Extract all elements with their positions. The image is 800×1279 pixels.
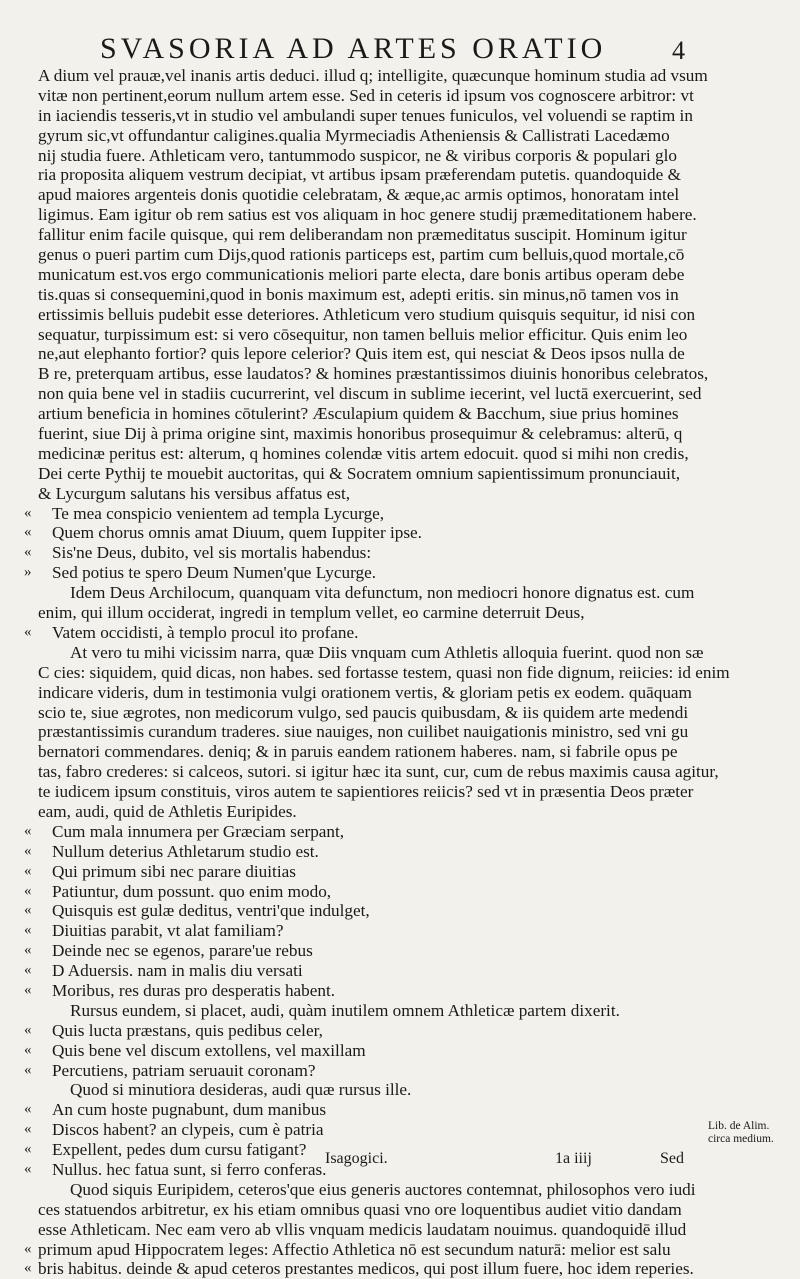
quotation-mark: « bbox=[24, 1021, 32, 1038]
text-line bbox=[38, 802, 706, 822]
text-line bbox=[38, 106, 706, 126]
line-text: fallitur enim facile quisque, qui rem deliberandam non præmeditatus suscipit. Hominum igitur bbox=[38, 225, 687, 245]
text-line bbox=[38, 364, 709, 384]
verse-line bbox=[24, 1120, 706, 1140]
quotation-mark: « bbox=[24, 842, 32, 859]
verse-line bbox=[24, 881, 706, 902]
quire-mark: 1a iiij bbox=[555, 1150, 592, 1167]
quotation-mark: « bbox=[24, 942, 32, 959]
line-text: scio te, siue ægrotes, non medicorum vulgo, sed paucis quibusdam, & iis quidem arte medendi bbox=[38, 702, 689, 722]
text-line bbox=[38, 285, 706, 305]
quotation-mark: « bbox=[24, 524, 32, 541]
quotation-mark: « bbox=[24, 1240, 32, 1257]
text-line bbox=[38, 344, 706, 364]
text-line bbox=[38, 583, 706, 603]
line-text: Quis lucta præstans, quis pedibus celer, bbox=[52, 1020, 323, 1040]
text-line bbox=[24, 1239, 706, 1260]
marginal-note-line: circa medium. bbox=[708, 1133, 774, 1145]
verse-line bbox=[24, 821, 706, 842]
text-line bbox=[38, 1001, 706, 1021]
text-line bbox=[38, 742, 706, 762]
verse-line bbox=[24, 841, 706, 862]
line-text: Expellent, pedes dum cursu fatigant? bbox=[52, 1140, 307, 1160]
line-text: Deinde nec se egenos, parare'ue rebus bbox=[52, 941, 313, 961]
quotation-mark: « bbox=[24, 962, 32, 979]
line-text: Quisquis est gulæ deditus, ventri'que indulget, bbox=[52, 901, 370, 921]
marginal-note bbox=[708, 1120, 796, 1146]
line-text: tas, fabro crederes: si calceos, sutori. si igitur hæc ita sunt, cur, cum de rebus maximis causa agitur, bbox=[38, 762, 719, 782]
line-text: An cum hoste pugnabunt, dum manibus bbox=[52, 1100, 327, 1120]
line-text: ertissimis belluis pudebit esse deteriores. Athleticum vero studium quisquis sequitur, id nisi con bbox=[38, 304, 696, 324]
text-line bbox=[38, 245, 706, 265]
quotation-mark: « bbox=[24, 623, 32, 640]
verse-line bbox=[24, 921, 706, 941]
line-text: enim, qui illum occiderat, ingredi in templum vellet, eo carmine deterruit Deus, bbox=[38, 603, 585, 623]
line-text: Te mea conspicio venientem ad templa Lycurge, bbox=[52, 503, 385, 523]
text-line bbox=[38, 762, 719, 782]
text-line bbox=[38, 603, 706, 623]
text-line bbox=[38, 384, 706, 404]
line-text: Discos habent? an clypeis, cum è patria bbox=[52, 1120, 324, 1140]
quotation-mark: « bbox=[24, 1041, 32, 1058]
quotation-mark: « bbox=[24, 922, 32, 939]
line-text: Sis'ne Deus, dubito, vel sis mortalis habendus: bbox=[52, 543, 372, 563]
verse-line bbox=[24, 961, 706, 981]
line-text: præstantissimis curandum traderes. siue nauiges, non cuilibet nauigationis ministro, sed vni gu bbox=[38, 722, 689, 742]
text-line bbox=[38, 1180, 706, 1200]
catchword: Sed bbox=[660, 1150, 684, 1167]
text-line bbox=[38, 1200, 706, 1220]
verse-line bbox=[24, 563, 706, 583]
line-text: non quia bene vel in stadiis cucurrerint, vel discum in sublime iecerint, vel luctā exercuerint, sed bbox=[38, 384, 702, 404]
line-text: Nullum deterius Athletarum studio est. bbox=[52, 841, 319, 861]
line-text: eam, audi, quid de Athletis Euripides. bbox=[38, 801, 297, 821]
verse-line bbox=[24, 543, 706, 563]
line-text: indicare videris, dum in testimonia vulgi orationem vertis, & gloriam petis ex eodem. quāquam bbox=[38, 682, 692, 702]
quotation-mark: « bbox=[24, 902, 32, 919]
text-line bbox=[38, 424, 706, 444]
text-line bbox=[24, 1259, 706, 1279]
line-text: Moribus, res duras pro desperatis habent. bbox=[52, 980, 336, 1000]
text-line bbox=[38, 464, 706, 484]
text-line bbox=[38, 165, 706, 185]
verse-line bbox=[24, 503, 706, 524]
verse-line bbox=[24, 1060, 706, 1081]
quotation-mark: « bbox=[24, 1101, 32, 1118]
line-text: Nullus. hec fatua sunt, si ferro conferas. bbox=[52, 1159, 327, 1179]
line-text: apud maiores argenteis donis quotidie celebratam, & æque,ac armis optimos, honoratam intel bbox=[38, 185, 680, 205]
verse-line bbox=[24, 1040, 706, 1061]
line-text: ces statuendos arbitretur, ex his etiam omnibus quasi vno ore loquentibus audiet vitio dandam bbox=[38, 1199, 682, 1219]
line-text: bernatori commendares. deniq; & in paruis eandem rationem haberes. nam, si fabrile opus pe bbox=[38, 742, 678, 762]
verse-line bbox=[24, 941, 706, 961]
verse-line bbox=[24, 861, 706, 882]
text-line bbox=[38, 205, 706, 225]
text-line bbox=[38, 66, 706, 86]
line-text: Rursus eundem, si placet, audi, quàm inutilem omnem Athleticæ partem dixerit. bbox=[70, 1000, 620, 1020]
text-line bbox=[38, 484, 706, 504]
line-text: te iudicem ipsum constituis, viros autem te sapientiores reiicis? sed vt in præsentia Deos præter bbox=[38, 782, 694, 802]
line-text: artium beneficia in homines cōtulerint? Æsculapium quidem & Bacchum, siue prius homines bbox=[38, 404, 679, 424]
text-line bbox=[38, 643, 706, 663]
line-text: Sed potius te spero Deum Numen'que Lycurge. bbox=[52, 563, 377, 583]
line-text: Quis bene vel discum extollens, vel maxillam bbox=[52, 1040, 366, 1060]
line-text: fuerint, siue Dij à prima origine sint, maximis honoribus prosequimur & celebramus: alterū, q bbox=[38, 424, 683, 444]
quotation-mark: « bbox=[24, 981, 32, 998]
oration-text bbox=[24, 66, 730, 1279]
line-text: ria proposita aliquem vestrum decipiat, vt artibus ipsam præferendam putetis. quandoquide & bbox=[38, 165, 681, 185]
quotation-mark: « bbox=[24, 504, 32, 521]
text-line bbox=[38, 722, 706, 742]
marginal-note-line: Lib. de Alim. bbox=[708, 1120, 770, 1132]
page-footer bbox=[0, 1150, 800, 1174]
line-text: Quem chorus omnis amat Diuum, quem Iuppiter ipse. bbox=[52, 523, 422, 543]
line-text: vitæ non pertinent,eorum nullum artem esse. Sed in ceteris id ipsum vos cognoscere arbitror: vt bbox=[38, 85, 694, 105]
line-text: Vatem occidisti, à templo procul ito profane. bbox=[52, 622, 359, 642]
quotation-mark: « bbox=[24, 1160, 32, 1177]
line-text: primum apud Hippocratem leges: Affectio Athletica nō est secundum naturā: melior est salu bbox=[38, 1239, 671, 1259]
running-title: SVASORIA AD ARTES ORATIO bbox=[100, 32, 607, 65]
text-line bbox=[38, 86, 706, 106]
quotation-mark: « bbox=[24, 1260, 32, 1277]
line-text: At vero tu mihi vicissim narra, quæ Diis vnquam cum Athletis alloquia fuerint. quod non sæ bbox=[70, 642, 704, 662]
text-line bbox=[38, 404, 706, 424]
line-text: municatum est.vos ergo communicationis meliori parte electa, dare bonis artibus operam debe bbox=[38, 264, 685, 284]
line-text: A dium vel prauæ,vel inanis artis deduci. illud q; intelligite, quæcunque hominum studia ad vsum bbox=[38, 66, 708, 85]
line-text: Qui primum sibi nec parare diuitias bbox=[52, 861, 296, 881]
text-line bbox=[38, 126, 706, 146]
page-number: 4 bbox=[672, 36, 685, 65]
line-text: bris habitus. deinde & apud ceteros prestantes medicos, qui post illum fuere, hoc idem reperies. bbox=[38, 1259, 694, 1279]
verse-line bbox=[24, 622, 706, 643]
quotation-mark: « bbox=[24, 862, 32, 879]
text-line bbox=[38, 325, 706, 345]
line-text: & Lycurgum salutans his versibus affatus est, bbox=[38, 483, 351, 503]
line-text: sequatur, turpissimum est: si vero cōsequitur, non tamen belluis melior efficitur. Quis enim leo bbox=[38, 324, 688, 344]
verse-line bbox=[24, 1020, 706, 1041]
quotation-mark: « bbox=[24, 882, 32, 899]
quotation-mark: « bbox=[24, 822, 32, 839]
line-text: Patiuntur, dum possunt. quo enim modo, bbox=[52, 881, 332, 901]
quotation-mark: « bbox=[24, 1141, 32, 1158]
line-text: ne,aut elephanto fortior? quis lepore celerior? Quis item est, qui nesciat & Deos ipsos nulla de bbox=[38, 344, 685, 364]
line-text: B re, preterquam artibus, esse laudatos? & homines præstantissimos diuinis honoribus celebratos, bbox=[38, 364, 709, 384]
text-line bbox=[38, 225, 706, 245]
line-text: Idem Deus Archilocum, quanquam vita defunctum, non mediocri honore dignatus est. cum bbox=[70, 583, 695, 603]
line-text: medicinæ peritus est: alterum, q homines colendæ vitis artem edocuit. quod si mihi non credis, bbox=[38, 443, 689, 463]
text-line bbox=[38, 444, 706, 464]
line-text: nij studia fuere. Athleticam vero, tantummodo suspicor, ne & viribus corporis & populari glo bbox=[38, 145, 677, 165]
line-text: Quod si minutiora desideras, audi quæ rursus ille. bbox=[70, 1080, 412, 1100]
line-text: Diuitias parabit, vt alat familiam? bbox=[52, 921, 284, 941]
verse-line bbox=[24, 523, 706, 543]
text-line bbox=[38, 265, 706, 285]
line-text: D Aduersis. nam in malis diu versati bbox=[52, 961, 303, 981]
line-text: C cies: siquidem, quid dicas, non habes. sed fortasse testem, quasi non fide dignum, reiicies: id enim bbox=[38, 662, 730, 682]
quotation-mark: « bbox=[24, 1121, 32, 1138]
line-text: Dei certe Pythij te mouebit auctoritas, qui & Socratem omnium sapientissimum pronunciauit, bbox=[38, 463, 681, 483]
text-line bbox=[38, 305, 706, 325]
line-text: tis.quas si consequemini,quod in bonis maximum est, adepti eritis. sin minus,nō tamen vos in bbox=[38, 284, 679, 304]
text-line bbox=[38, 1080, 706, 1100]
line-text: ligimus. Eam igitur ob rem satius est vos aliquam in hoc genere studij præmeditationem habere. bbox=[38, 205, 697, 225]
quotation-mark: « bbox=[24, 544, 32, 561]
line-text: Quod siquis Euripidem, ceteros'que eius generis auctores contemnat, philosophos vero iudi bbox=[70, 1179, 696, 1199]
quotation-mark: » bbox=[24, 564, 32, 581]
line-text: Percutiens, patriam seruauit coronam? bbox=[52, 1060, 316, 1080]
text-line bbox=[38, 185, 706, 205]
line-text: esse Athleticam. Nec eam vero ab vllis vnquam medicis laudatam nouimus. quandoquidē illud bbox=[38, 1219, 687, 1239]
line-text: genus o pueri partim cum Dijs,quod rationis particeps est, partim cum belluis,quod mortale,cō bbox=[38, 245, 685, 265]
quotation-mark: « bbox=[24, 1061, 32, 1078]
line-text: in iaciendis tesseris,vt in studio vel ambulandi super tenues funiculos, vel voluendi se raptim in bbox=[38, 105, 693, 125]
text-line bbox=[38, 146, 706, 166]
text-line bbox=[38, 662, 730, 683]
text-line bbox=[38, 703, 706, 723]
text-line bbox=[38, 1220, 706, 1240]
line-text: Cum mala innumera per Græciam serpant, bbox=[52, 821, 345, 841]
signature-line: Isagogici. bbox=[325, 1150, 388, 1167]
verse-line bbox=[24, 980, 706, 1001]
line-text: gyrum sic,vt offundantur caligines.qualia Myrmeciadis Atheniensis & Callistrati Lacedæmo bbox=[38, 125, 670, 145]
text-line bbox=[38, 782, 706, 802]
verse-line bbox=[24, 1100, 706, 1120]
verse-line bbox=[24, 901, 706, 921]
text-line bbox=[38, 683, 706, 703]
